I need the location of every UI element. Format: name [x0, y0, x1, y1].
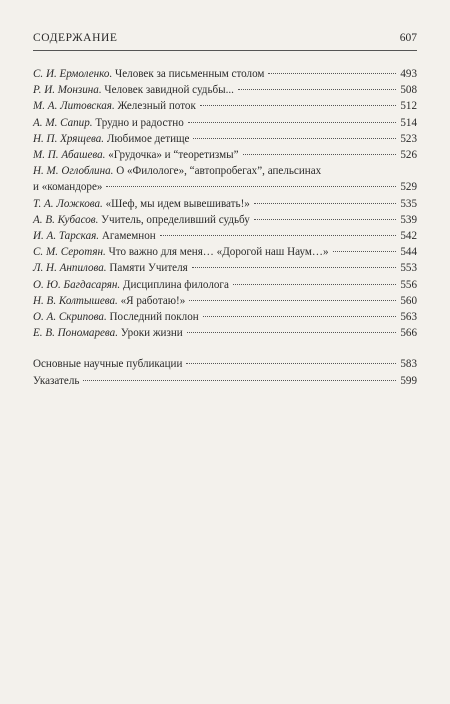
toc-entry-author: Е. В. Пономарева. — [33, 327, 118, 340]
toc-entry-title: О «Филологе», “автопробегах”, апельсинах — [113, 165, 322, 178]
toc-entry-page: 553 — [400, 262, 417, 275]
toc-entry — [33, 66, 417, 82]
toc-entry-line — [33, 309, 417, 325]
toc-entry-author: Н. П. Хрящева. — [33, 132, 105, 145]
toc-entry — [33, 196, 417, 212]
toc-entry-author: А. М. Сапир. — [33, 116, 93, 129]
toc-entry-title: Любимое детище — [104, 132, 190, 145]
toc-dot-leader — [233, 284, 396, 285]
toc-entry-text — [33, 196, 250, 212]
toc-entry — [33, 115, 417, 131]
toc-entry-text — [33, 147, 239, 163]
toc-dot-leader — [187, 332, 397, 333]
toc-entry-title: Человек за письменным столом — [112, 68, 265, 80]
toc-entry-author: О. Ю. Багдасарян. — [33, 278, 121, 291]
toc-entry-author: Л. Н. Анпилова. — [33, 262, 107, 275]
toc-dot-leader — [243, 154, 397, 155]
toc-entry-text — [33, 115, 184, 131]
toc-entry-line — [33, 325, 417, 341]
toc-entry-title: Основные научные публикации — [33, 358, 183, 371]
toc-entry-text — [33, 98, 196, 114]
toc-entry-author: А. В. Кубасов. — [33, 213, 99, 226]
toc-entry — [33, 82, 417, 98]
toc-dot-leader — [106, 186, 396, 187]
toc-entry-page: 529 — [400, 181, 417, 194]
toc-entry-author: М. П. Абашева. — [33, 149, 106, 162]
toc-entry-line — [33, 196, 417, 212]
toc-entry-text — [33, 373, 79, 389]
toc-entry — [33, 277, 417, 293]
toc-entry-page: 599 — [400, 374, 417, 387]
toc-entry-line — [33, 293, 417, 309]
toc-entry-text — [33, 309, 199, 325]
toc-entry-page: 512 — [400, 100, 417, 113]
toc-dot-leader — [238, 89, 396, 90]
toc-entry-text — [33, 82, 234, 98]
header-page-number: 607 — [399, 32, 417, 44]
toc-dot-leader — [160, 235, 397, 236]
toc-entry-line — [33, 228, 417, 244]
toc-entry — [33, 309, 417, 325]
toc-entry-page: 566 — [400, 327, 417, 340]
toc-entry-page: 535 — [400, 197, 417, 210]
toc-entry-page: 544 — [400, 246, 417, 259]
toc-entry — [33, 325, 417, 341]
toc-entry-title: Памяти Учителя — [106, 262, 188, 275]
toc-entry-line — [33, 212, 417, 228]
toc-dot-leader — [268, 73, 396, 74]
section-gap — [33, 341, 417, 356]
toc-entry-title: Учитель, определивший судьбу — [98, 213, 250, 226]
toc-entry-author: О. А. Скрипова. — [33, 311, 107, 324]
toc-dot-leader — [186, 363, 396, 364]
toc-entry-text — [33, 277, 229, 293]
toc-entry-page: 493 — [400, 68, 417, 80]
toc-entry — [33, 147, 417, 163]
toc-entry-text — [33, 293, 185, 309]
toc-entry — [33, 228, 417, 244]
toc-entry-title-continued: и «командоре» — [33, 181, 103, 194]
toc-dot-leader — [200, 105, 397, 106]
toc-entry-line — [33, 244, 417, 260]
toc-dot-leader — [254, 203, 397, 204]
toc-entry-line — [33, 277, 417, 293]
toc-entry — [33, 373, 417, 389]
toc-entry-page: 542 — [400, 230, 417, 243]
toc-entry-line — [33, 131, 417, 147]
toc-entry-author: Н. В. Колтышева. — [33, 294, 118, 307]
toc-entry-author: Н. М. Оглоблина. — [33, 165, 114, 178]
toc-entry-line — [33, 66, 417, 82]
toc-entry-title: «Я работаю!» — [117, 294, 186, 307]
toc-entry-author: Т. А. Ложкова. — [33, 197, 103, 210]
toc-entry-page: 560 — [400, 294, 417, 307]
toc-entry-title: Железный поток — [114, 100, 196, 113]
toc-entry — [33, 293, 417, 309]
toc-entry-title: Человек завидной судьбы... — [101, 84, 234, 97]
toc-entry-author: Р. И. Монзина. — [33, 84, 102, 97]
toc-entry-text — [33, 356, 182, 372]
toc-entry-line — [33, 260, 417, 276]
toc-entry-author: С. И. Ермоленко. — [33, 68, 113, 80]
toc-entry — [33, 131, 417, 147]
toc-entry-page: 556 — [400, 278, 417, 291]
toc-entry-page: 514 — [400, 116, 417, 129]
toc-entry-line — [33, 98, 417, 114]
toc-entry-text — [33, 228, 156, 244]
toc-entry-author: С. М. Серотян. — [33, 246, 106, 259]
toc-entry-line — [33, 147, 417, 163]
toc-entry — [33, 244, 417, 260]
toc-dot-leader — [193, 138, 396, 139]
toc-entry-text — [33, 244, 329, 260]
toc-entry-title: Что важно для меня… «Дорогой наш Наум…» — [105, 246, 329, 259]
toc-entry-author: И. А. Тарская. — [33, 230, 100, 243]
toc-dot-leader — [83, 380, 396, 381]
toc-entry-line — [33, 163, 417, 179]
toc-entry-text — [33, 260, 188, 276]
toc-entry-title: Уроки жизни — [118, 327, 183, 340]
toc-dot-leader — [192, 267, 397, 268]
toc-entry-page: 583 — [400, 358, 417, 371]
toc-entry-text — [33, 212, 250, 228]
table-of-contents — [33, 66, 417, 389]
toc-entry-title: «Шеф, мы идем вывешивать!» — [102, 197, 250, 210]
toc-entry — [33, 356, 417, 372]
toc-entry-title: Агамемнон — [99, 230, 156, 243]
toc-entry-line — [33, 82, 417, 98]
toc-entry-page: 563 — [400, 311, 417, 324]
toc-dot-leader — [203, 316, 397, 317]
toc-dot-leader — [333, 251, 397, 252]
running-header — [33, 28, 417, 51]
toc-entry-title: Дисциплина филолога — [120, 278, 229, 291]
toc-entry-title: Последний поклон — [106, 311, 199, 324]
toc-entry-page: 539 — [400, 213, 417, 226]
toc-entry — [33, 260, 417, 276]
toc-entry-line — [33, 373, 417, 389]
toc-entry-title: Трудно и радостно — [92, 116, 184, 129]
toc-entry — [33, 98, 417, 114]
toc-entry-text — [33, 163, 321, 179]
toc-entry-page: 523 — [400, 132, 417, 145]
toc-entry — [33, 212, 417, 228]
toc-entry-page: 526 — [400, 149, 417, 162]
toc-dot-leader — [188, 122, 397, 123]
toc-entry-title: «Грудочка» и “теоретизмы” — [105, 149, 239, 162]
toc-entry-text — [33, 325, 183, 341]
toc-dot-leader — [254, 219, 397, 220]
toc-entry — [33, 163, 417, 195]
toc-entry-line — [33, 179, 417, 195]
toc-entry-page: 508 — [400, 84, 417, 97]
toc-entry-title: Указатель — [33, 374, 80, 387]
toc-entry-text — [33, 131, 189, 147]
toc-entry-line — [33, 115, 417, 131]
toc-dot-leader — [189, 300, 396, 301]
toc-entry-line — [33, 356, 417, 372]
header-title: СОДЕРЖАНИЕ — [33, 32, 118, 44]
toc-entry-text — [33, 66, 264, 82]
toc-entry-author: М. А. Литовская. — [33, 100, 115, 113]
